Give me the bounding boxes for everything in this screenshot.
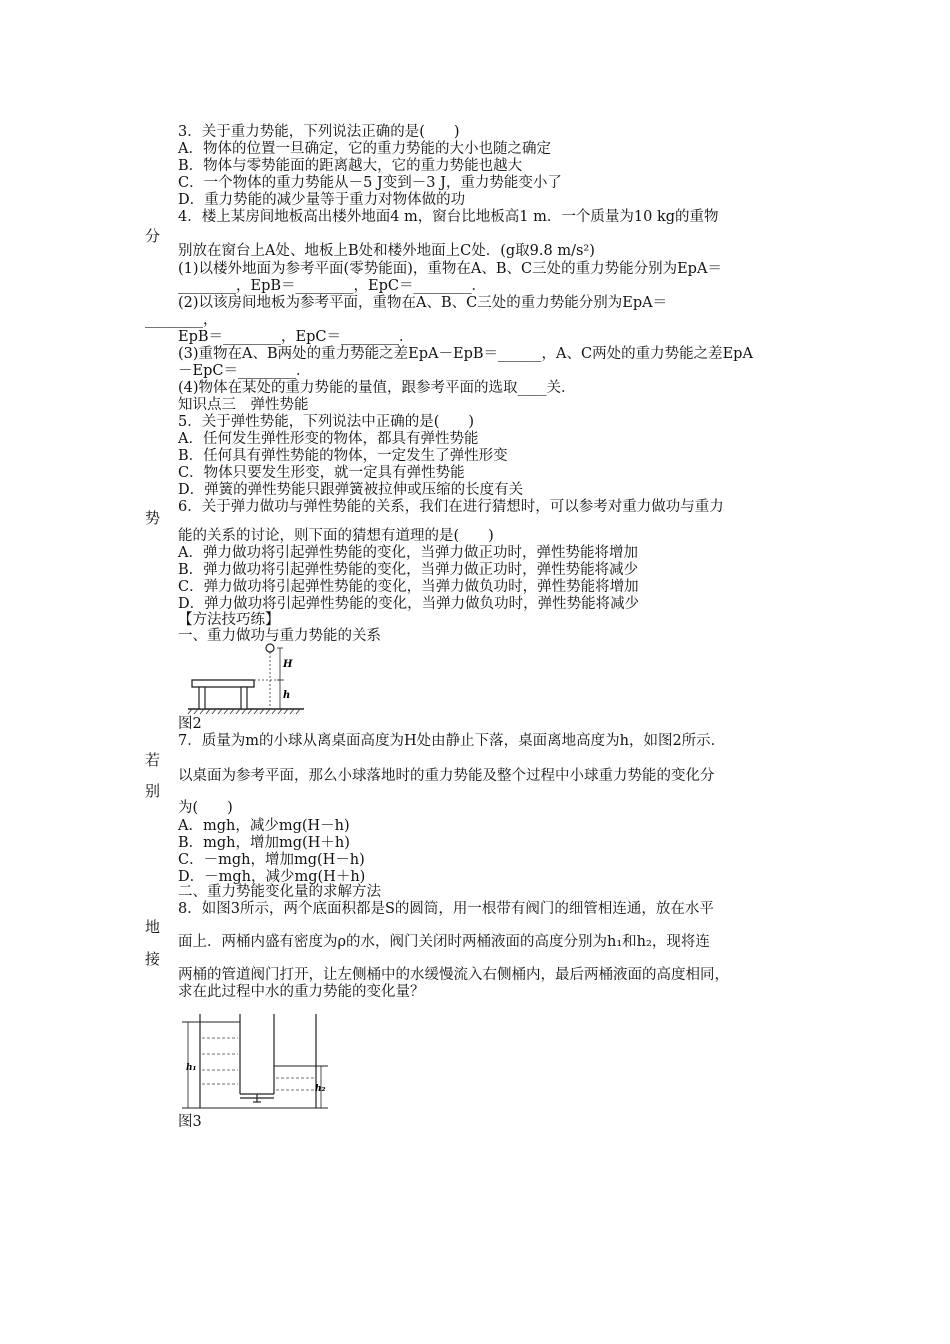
q4-part2-c: EpB＝________，EpC＝________． xyxy=(178,329,414,345)
q7-line1: 7．质量为m的小球从离桌面高度为H处由静止下落，桌面离地高度为h，如图2所示． xyxy=(178,733,726,749)
q8-line3: 两桶的管道阀门打开，让左侧桶中的水缓慢流入右侧桶内，最后两桶液面的高度相同， xyxy=(178,967,729,983)
fig3-caption: 图3 xyxy=(178,1114,202,1130)
margin-char-6: 接 xyxy=(145,950,161,968)
q5-option-a: A．任何发生弹性形变的物体，都具有弹性势能 xyxy=(178,431,479,447)
q5-option-c: C．物体只要发生形变，就一定具有弹性势能 xyxy=(178,465,465,481)
q3-option-c: C．一个物体的重力势能从－5 J变到－3 J，重力势能变小了 xyxy=(178,175,562,191)
fig3-label-h1: h₁ xyxy=(186,1063,197,1073)
margin-char-1: 分 xyxy=(145,227,161,245)
q7-option-b: B．mgh，增加mg(H＋h) xyxy=(178,835,350,851)
q8-line4: 求在此过程中水的重力势能的变化量？ xyxy=(178,984,425,1000)
q3-option-a: A．物体的位置一旦确定，它的重力势能的大小也随之确定 xyxy=(178,141,551,157)
margin-char-2: 势 xyxy=(145,509,161,527)
q5-stem: 5．关于弹性势能，下列说法中正确的是( ) xyxy=(178,414,475,430)
q4-part1-b: ________，EpB＝________，EpC＝________． xyxy=(178,278,486,294)
fig2-label-h: h xyxy=(283,690,291,701)
q6-line1: 6．关于弹力做功与弹性势能的关系，我们在进行猜想时，可以参考对重力做功与重力 xyxy=(178,499,724,515)
q7-option-a: A．mgh，减少mg(H－h) xyxy=(178,818,350,834)
q3-stem: 3．关于重力势能，下列说法正确的是( ) xyxy=(178,124,460,140)
q6-option-a: A．弹力做功将引起弹性势能的变化，当弹力做正功时，弹性势能将增加 xyxy=(178,545,638,561)
q7-line3: 为( ) xyxy=(178,800,233,816)
q7-line2: 以桌面为参考平面，那么小球落地时的重力势能及整个过程中小球重力势能的变化分 xyxy=(178,768,715,784)
figure-2-diagram xyxy=(186,642,306,716)
q4-line2: 别放在窗台上A处、地板上B处和楼外地面上C处．(g取9.8 m/s²) xyxy=(178,243,595,259)
method-section2-title: 二、重力势能变化量的求解方法 xyxy=(178,884,381,900)
q4-line1: 4．楼上某房间地板高出楼外地面4 m，窗台比地板高1 m．一个质量为10 kg的重物 xyxy=(178,209,719,225)
q7-option-c: C．－mgh，增加mg(H－h) xyxy=(178,852,365,868)
q8-line2: 面上．两桶内盛有密度为ρ的水，阀门关闭时两桶液面的高度分别为h₁和h₂，现将连 xyxy=(178,934,710,950)
q4-part2-a: (2)以该房间地板为参考平面，重物在A、B、C三处的重力势能分别为EpA＝ xyxy=(178,295,668,311)
q6-option-b: B．弹力做功将引起弹性势能的变化，当弹力做正功时，弹性势能将减少 xyxy=(178,562,639,578)
q3-option-b: B．物体与零势能面的距离越大，它的重力势能也越大 xyxy=(178,158,523,174)
margin-char-4: 别 xyxy=(145,782,161,800)
q5-option-d: D．弹簧的弹性势能只跟弹簧被拉伸或压缩的长度有关 xyxy=(178,482,524,498)
section3-title: 知识点三 弹性势能 xyxy=(178,397,309,413)
q6-option-d: D．弹力做功将引起弹性势能的变化，当弹力做负功时，弹性势能将减少 xyxy=(178,596,640,612)
q5-option-b: B．任何具有弹性势能的物体，一定发生了弹性形变 xyxy=(178,448,508,464)
q4-part3-b: －EpC＝________． xyxy=(178,363,311,379)
q6-line2: 能的关系的讨论，则下面的猜想有道理的是( ) xyxy=(178,528,494,544)
q4-part2-b: ________， xyxy=(145,312,218,328)
method-title: 【方法技巧练】 xyxy=(178,612,280,628)
fig2-label-H: H xyxy=(283,659,293,670)
fig2-caption: 图2 xyxy=(178,716,202,732)
q4-part1-a: (1)以楼外地面为参考平面(零势能面)，重物在A、B、C三处的重力势能分别为EpA＝ xyxy=(178,261,722,277)
q3-option-d: D．重力势能的减少量等于重力对物体做的功 xyxy=(178,192,466,208)
q6-option-c: C．弹力做功将引起弹性势能的变化，当弹力做负功时，弹性势能将增加 xyxy=(178,579,639,595)
q7-option-d: D．－mgh，减少mg(H＋h) xyxy=(178,869,366,885)
margin-char-5: 地 xyxy=(145,918,161,936)
figure-3-diagram xyxy=(178,1010,338,1112)
q4-part3-a: (3)重物在A、B两处的重力势能之差EpA－EpB＝______，A、C两处的重力势能之差EpA xyxy=(178,346,753,362)
margin-char-3: 若 xyxy=(145,751,161,769)
q4-part4: (4)物体在某处的重力势能的量值，跟参考平面的选取____关． xyxy=(178,380,576,396)
method-section1-title: 一、重力做功与重力势能的关系 xyxy=(178,628,381,644)
fig3-label-h2: h₂ xyxy=(315,1084,326,1094)
q8-line1: 8．如图3所示，两个底面积都是S的圆筒，用一根带有阀门的细管相连通，放在水平 xyxy=(178,901,714,917)
